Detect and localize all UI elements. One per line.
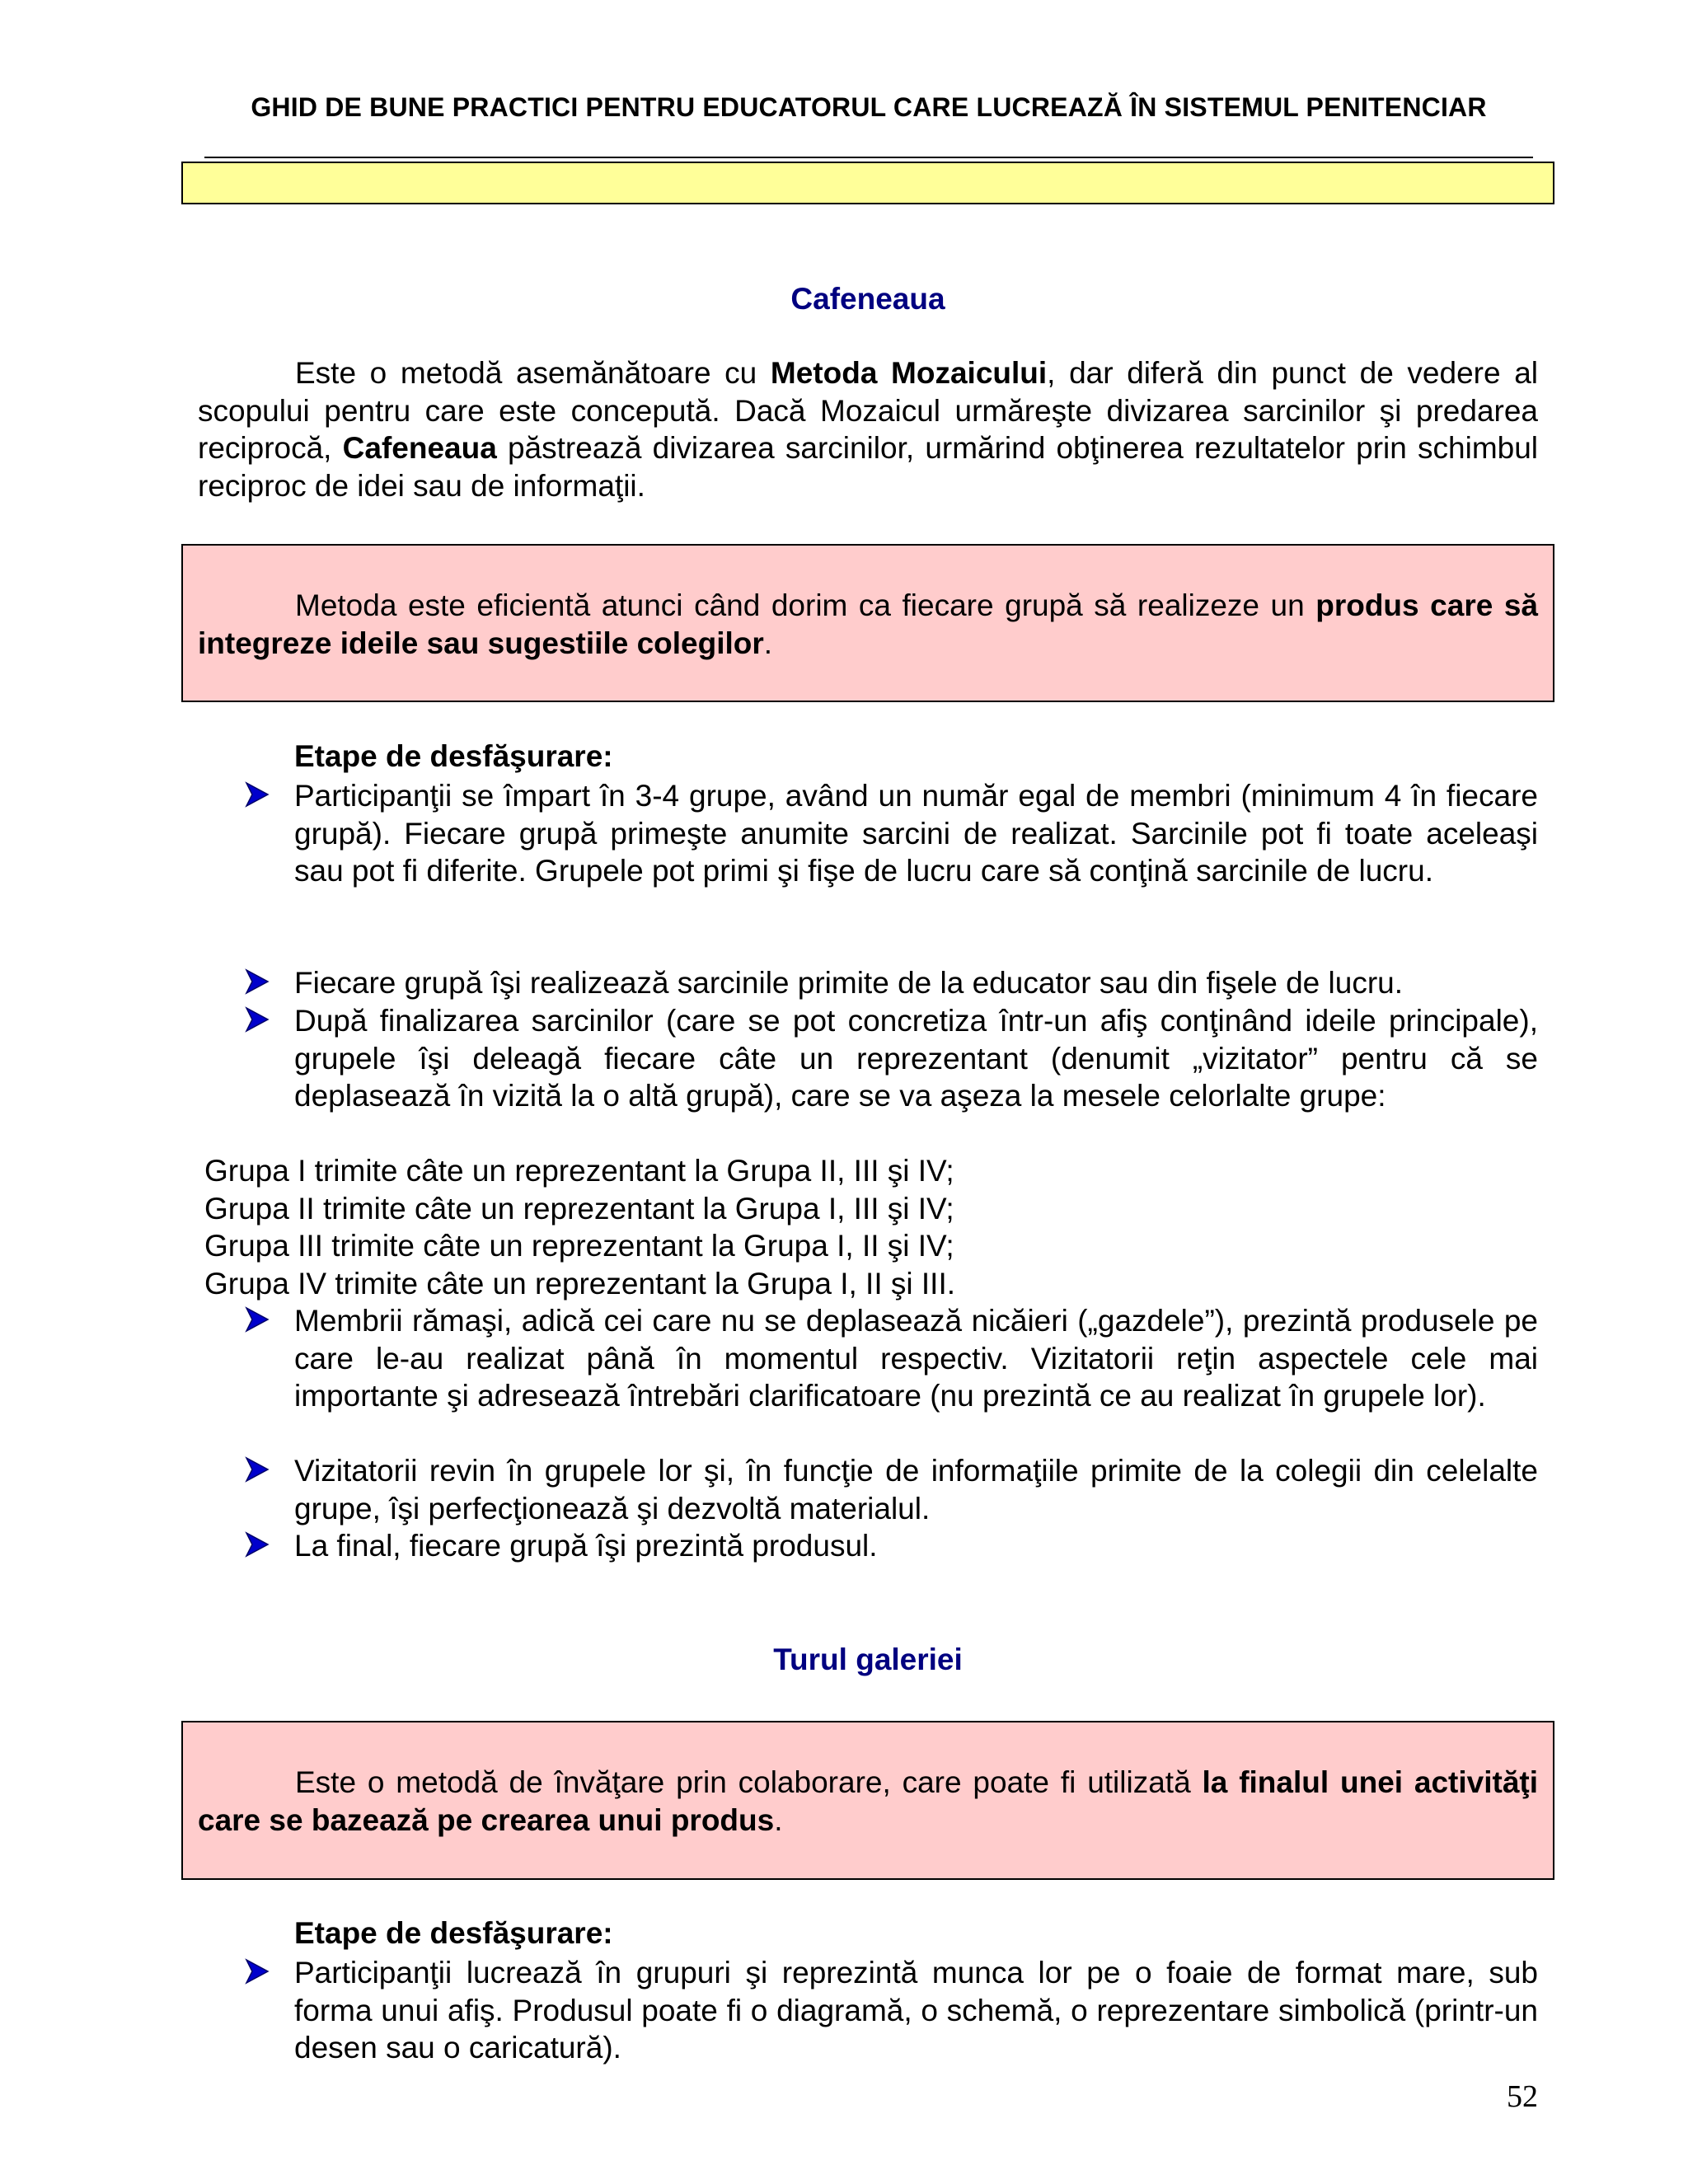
group-line: Grupa I trimite câte un reprezentant la Grupa II, III şi IV; bbox=[204, 1154, 954, 1188]
callout-text: Metoda este eficientă atunci când dorim ca fiecare grupă să realizeze un produs care să integreze ideile sau sugestiile colegilor. bbox=[198, 588, 1538, 660]
arrow-bullet-icon bbox=[245, 1006, 270, 1033]
group-line: Grupa II trimite câte un reprezentant la Grupa I, III şi IV; bbox=[204, 1192, 954, 1226]
section-title-turul-galeriei: Turul galeriei bbox=[773, 1643, 963, 1676]
page-number: 52 bbox=[1507, 2079, 1538, 2114]
callout-box-turul-galeriei bbox=[181, 1721, 1554, 1880]
intro-paragraph: Este o metodă asemănătoare cu Metoda Mozaicului, dar diferă din punct de vedere al scopului pentru care este concepută. Dacă Mozaicul urmăreşte divizarea sarcinilor şi predarea reciprocă, Cafeneaua păstrează divizarea sarcinilor, urmărind obţinerea rezultatelor prin schimbul reciproc de idei sau de informaţii. bbox=[198, 356, 1539, 503]
section-title-cafeneaua: Cafeneaua bbox=[790, 282, 945, 316]
arrow-bullet-icon bbox=[245, 781, 270, 808]
arrow-bullet-icon bbox=[245, 1958, 270, 1985]
group-line: Grupa IV trimite câte un reprezentant la Grupa I, II şi III. bbox=[204, 1267, 956, 1301]
header-highlight-box bbox=[181, 162, 1554, 204]
arrow-bullet-icon bbox=[245, 968, 270, 995]
arrow-bullet-icon bbox=[245, 1456, 270, 1483]
list-item: Membrii rămaşi, adică cei care nu se deplasează nicăieri („gazdele”), prezintă produsele pe care le-au realizat până în momentul respectiv. Vizitatorii reţin aspectele cele mai importante şi adresează întrebări clarificatoare (nu prezintă ce au realizat în grupele lor). bbox=[294, 1302, 1538, 1415]
list-item: Participanţii lucrează în grupuri şi reprezintă munca lor pe o foaie de format mare, sub forma unui afiş. Produsul poate fi o diagramă, o schemă, o reprezentare simbolică (printr-un desen sau o caricatură). bbox=[294, 1954, 1538, 2067]
running-header: GHID DE BUNE PRACTICI PENTRU EDUCATORUL CARE LUCREAZĂ ÎN SISTEMUL PENITENCIAR bbox=[251, 92, 1487, 122]
steps-label: Etape de desfăşurare: bbox=[294, 1916, 613, 1950]
list-item: La final, fiecare grupă îşi prezintă produsul. bbox=[294, 1527, 1538, 1565]
list-item: Fiecare grupă îşi realizează sarcinile primite de la educator sau din fişele de lucru. bbox=[294, 964, 1538, 1002]
callout-box-cafeneaua bbox=[181, 544, 1554, 702]
group-line: Grupa III trimite câte un reprezentant la Grupa I, II şi IV; bbox=[204, 1229, 954, 1263]
callout-text: Este o metodă de învăţare prin colaborare, care poate fi utilizată la finalul unei activităţi care se bazează pe crearea unui produs. bbox=[198, 1765, 1539, 1837]
header-rule bbox=[204, 157, 1533, 158]
list-item: După finalizarea sarcinilor (care se pot concretiza într-un afiş conţinând ideile principale), grupele îşi deleagă fiecare câte un reprezentant (denumit „vizitator” pentru că se deplasează în vizită la o altă grupă), care se va aşeza la mesele celorlalte grupe: bbox=[294, 1002, 1538, 1115]
list-item: Participanţii se împart în 3-4 grupe, având un număr egal de membri (minimum 4 în fiecare grupă). Fiecare grupă primeşte anumite sarcini de realizat. Sarcinile pot fi toate aceleaşi sau pot fi diferite. Grupele pot primi şi fişe de lucru care să conţină sarcinile de lucru. bbox=[294, 777, 1538, 890]
steps-label: Etape de desfăşurare: bbox=[294, 739, 613, 773]
list-item: Vizitatorii revin în grupele lor şi, în funcţie de informaţiile primite de la colegii din celelalte grupe, îşi perfecţionează şi dezvoltă materialul. bbox=[294, 1452, 1538, 1527]
arrow-bullet-icon bbox=[245, 1531, 270, 1558]
arrow-bullet-icon bbox=[245, 1306, 270, 1333]
